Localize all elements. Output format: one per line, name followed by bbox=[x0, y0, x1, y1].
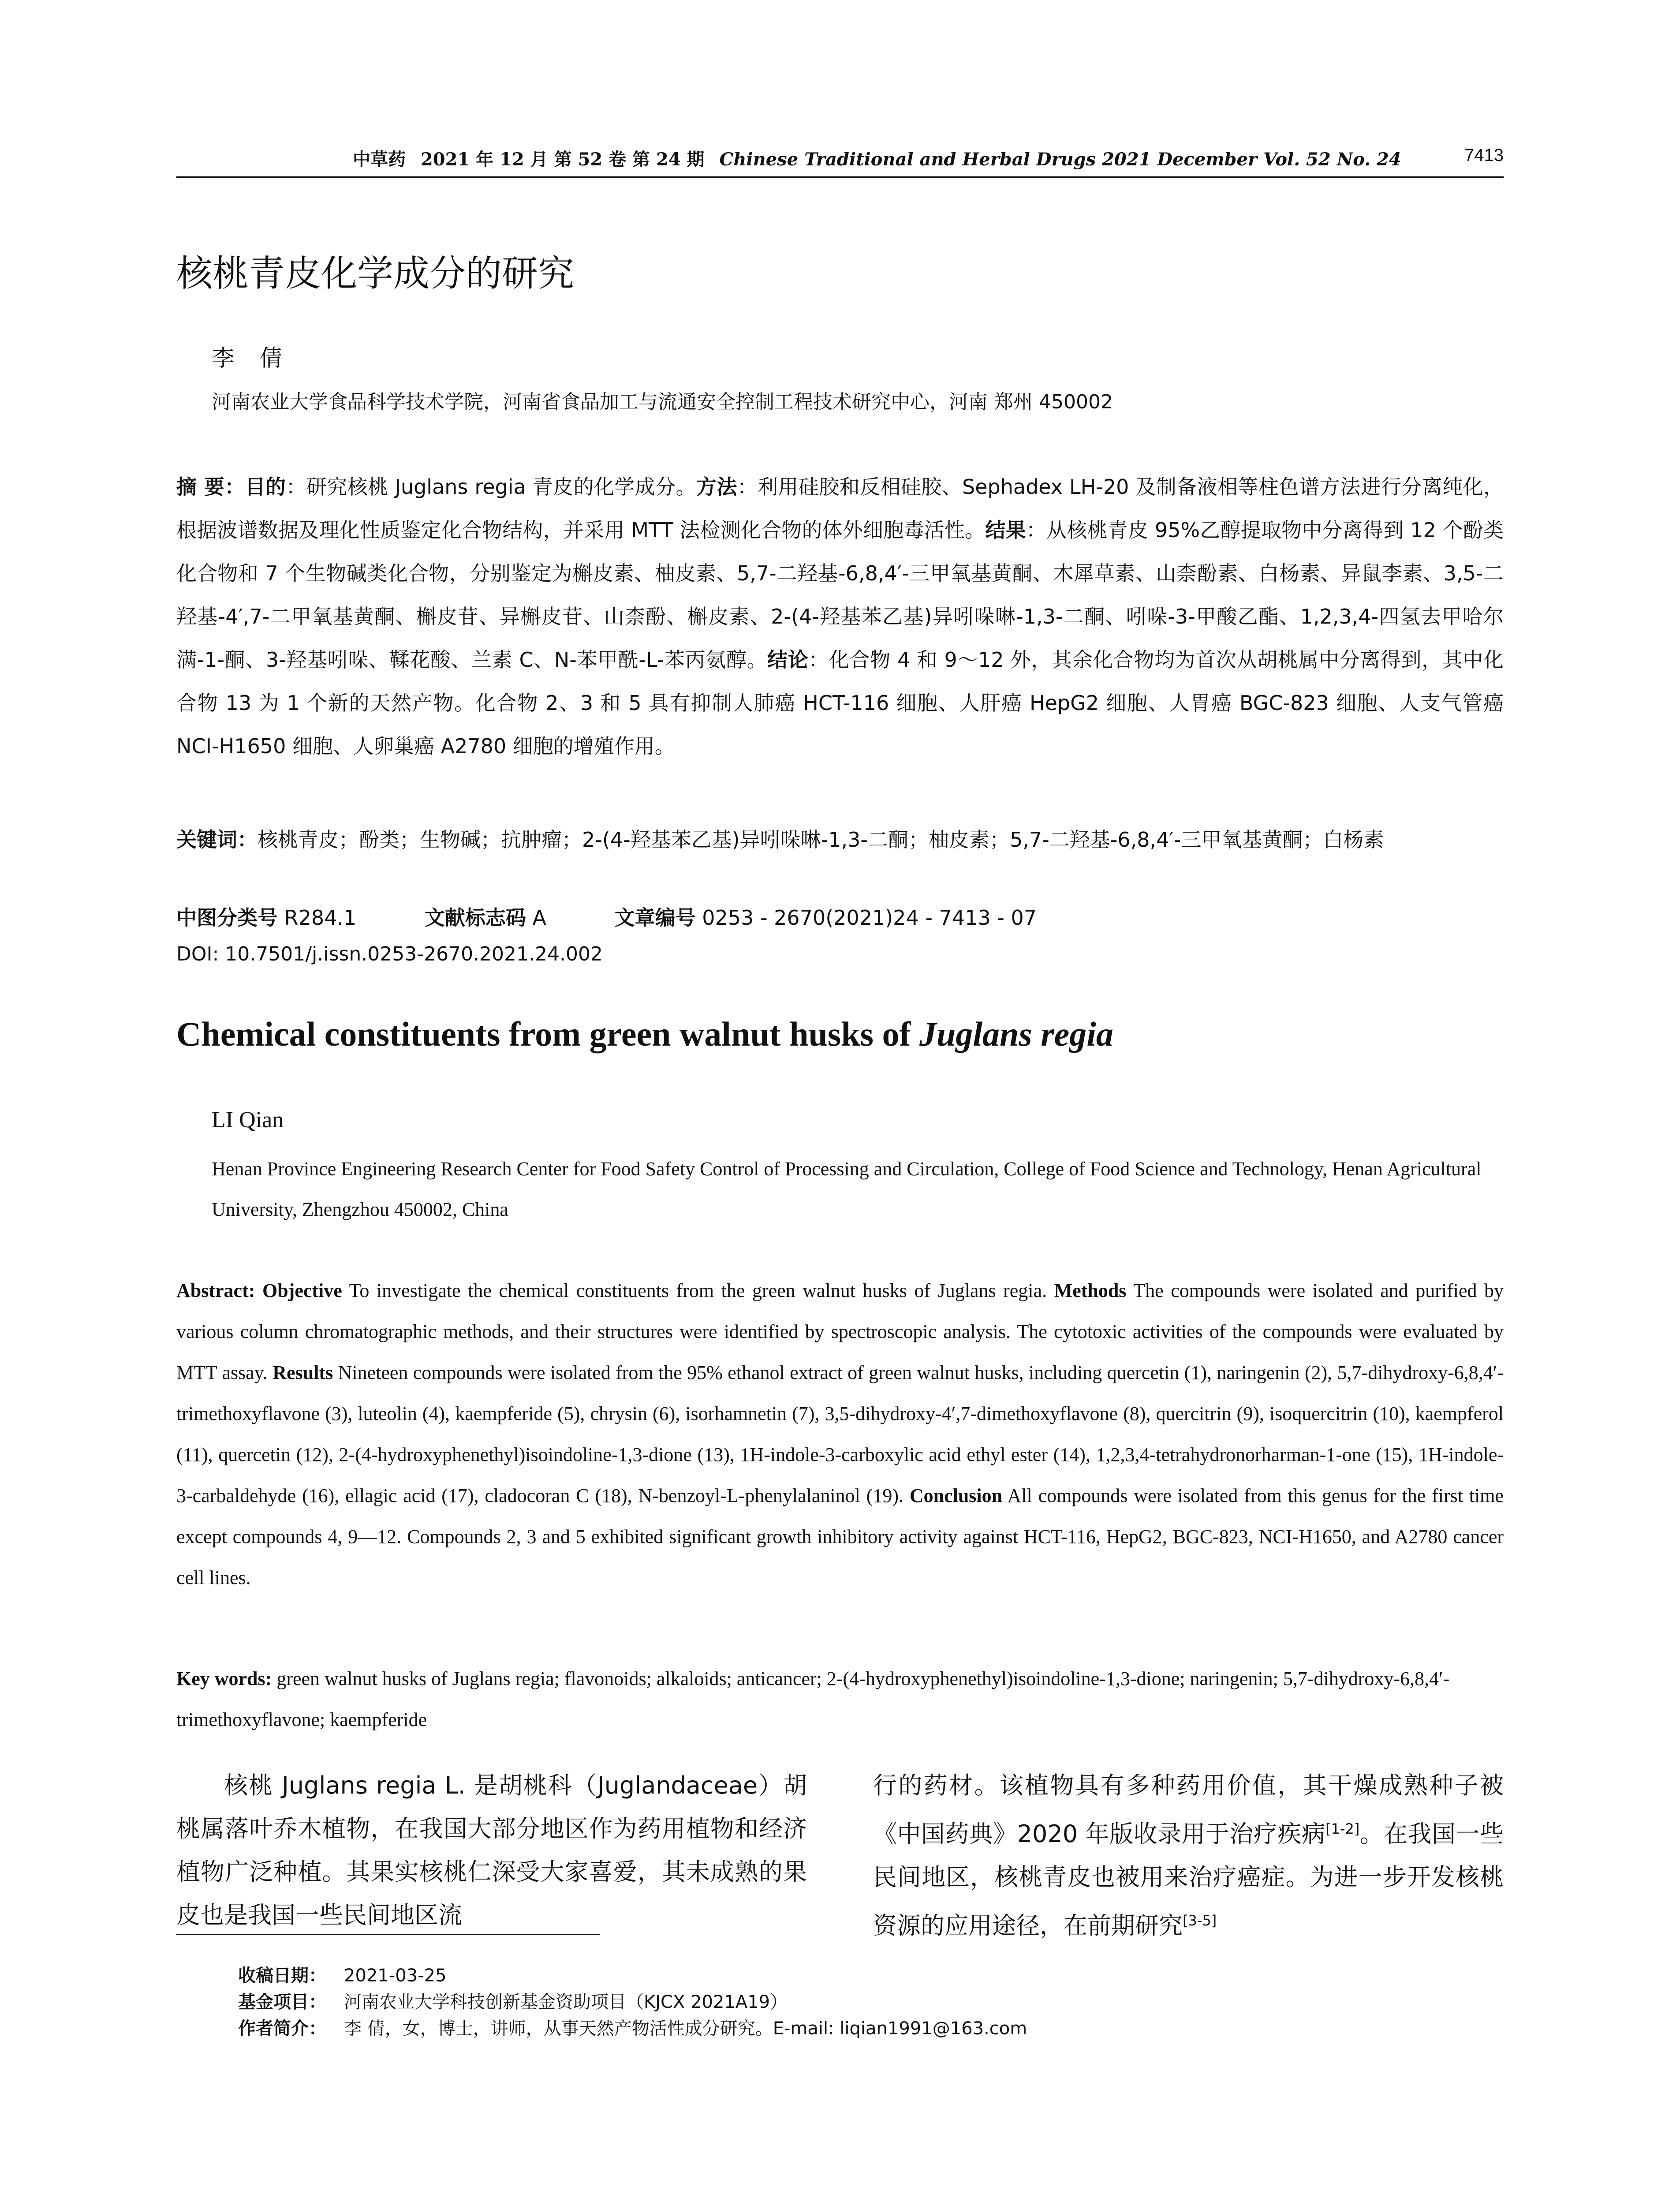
received-label: 收稿日期： bbox=[238, 1966, 326, 1986]
bio-text: 李 倩，女，博士，讲师，从事天然产物活性成分研究。E-mail: liqian1991@163.com bbox=[344, 2018, 1027, 2039]
journal-name-en: Chinese Traditional and Herbal Drugs 2021 December Vol. 52 No. 24 bbox=[719, 149, 1401, 170]
header-rule bbox=[176, 176, 1504, 178]
objective-text: 研究核桃 Juglans regia 青皮的化学成分。 bbox=[306, 475, 696, 499]
keywords-en-text: green walnut husks of Juglans regia; flavonoids; alkaloids; anticancer; 2-(4-hydroxyphenethyl)isoindoline-1,3-dione; naringenin; 5,7-dihydroxy-6,8,4′-trimethoxyflavone; kaempferide bbox=[176, 1668, 1450, 1730]
method-text: 利用硅胶和反相硅胶、Sephadex LH-20 及制备液相等柱色谱方法进行分离纯化，根据波谱数据及理化性质鉴定化合物结构，并采用 MTT 法检测化合物的体外细胞毒活性。 bbox=[176, 475, 1504, 542]
journal-name: 中草药 bbox=[353, 149, 406, 170]
body-right-column bbox=[873, 1764, 1504, 1947]
result-text: 从核桃青皮 95%乙醇提取物中分离得到 12 个酚类化合物和 7 个生物碱类化合物，分别鉴定为槲皮素、柚皮素、5,7-二羟基-6,8,4′-三甲氧基黄酮、木犀草素、山柰酚素、白杨素、异鼠李素、3,5-二羟基-4′,7-二甲氧基黄酮、槲皮苷、异槲皮苷、山柰酚、槲皮素、2-(4-羟基苯乙基)异吲哚啉-1,3-二酮、吲哚-3-甲酸乙酯、1,2,3,4-四氢去甲哈尔满-1-酮、3-羟基吲哚、鞣花酸、兰素 C、N-苯甲酰-L-苯丙氨醇。 bbox=[176, 518, 1504, 672]
body-right-text: 行的药材。该植物具有多种药用价值，其干燥成熟种子被《中国药典》2020 年版收录用于治疗疾病 bbox=[873, 1771, 1504, 1848]
keywords-en-label: Key words: bbox=[176, 1668, 272, 1689]
bio-label: 作者简介： bbox=[238, 2018, 326, 2039]
abstract-label: 摘 要： bbox=[176, 475, 245, 499]
abstract-en-label: Abstract: bbox=[176, 1280, 255, 1301]
abstract-cn: 摘 要：目的：研究核桃 Juglans regia 青皮的化学成分。方法：利用硅胶和反相硅胶、Sephadex LH-20 及制备液相等柱色谱方法进行分离纯化，根据波谱数据及理化性质鉴定化合物结构，并采用 MTT 法检测化合物的体外细胞毒活性。结果：从核桃青皮 95%乙醇提取物中分离得到 12 个酚类化合物和 7 个生物碱类化合物，分别鉴定为槲皮素、柚皮素、5,7-二羟基-6,8,4′-三甲氧基黄酮、木犀草素、山柰酚素、白杨素、异鼠李素、3,5-二羟基-4′,7-二甲氧基黄酮、槲皮苷、异槲皮苷、山柰酚、槲皮素、2-(4-羟基苯乙基)异吲哚啉-1,3-二酮、吲哚-3-甲酸乙酯、1,2,3,4-四氢去甲哈尔满-1-酮、3-羟基吲哚、鞣花酸、兰素 C、N-苯甲酰-L-苯丙氨醇。结论：化合物 4 和 9～12 外，其余化合物均为首次从胡桃属中分离得到，其中化合物 13 为 1 个新的天然产物。化合物 2、3 和 5 具有抑制人肺癌 HCT-116 细胞、人肝癌 HepG2 细胞、人胃癌 BGC-823 细胞、人支气管癌 NCI-H1650 细胞、人卵巢癌 A2780 细胞的增殖作用。 bbox=[176, 475, 1504, 758]
running-header bbox=[176, 146, 1504, 172]
fund-text: 河南农业大学科技创新基金资助项目（KJCX 2021A19） bbox=[344, 1992, 788, 2012]
footnote-rule bbox=[176, 1934, 600, 1935]
keywords-text: 核桃青皮；酚类；生物碱；抗肿瘤；2-(4-羟基苯乙基)异吲哚啉-1,3-二酮；柚皮素；5,7-二羟基-6,8,4′-三甲氧基黄酮；白杨素 bbox=[258, 828, 1384, 852]
title-en-species: Juglans regia bbox=[919, 1015, 1113, 1053]
method-label: 方法 bbox=[696, 475, 737, 499]
code-label: 文献标志码 bbox=[424, 906, 526, 930]
clc-value: R284.1 bbox=[284, 906, 357, 930]
page-number: 7413 bbox=[1464, 146, 1504, 165]
footnote bbox=[238, 1962, 1027, 2042]
title-en-prefix: Chemical constituents from green walnut husks of bbox=[176, 1015, 911, 1053]
result-label: 结果 bbox=[985, 518, 1026, 542]
citation-ref: [1-2] bbox=[1325, 1820, 1360, 1837]
doi: DOI: 10.7501/j.issn.0253-2670.2021.24.002 bbox=[176, 943, 603, 965]
header-citation bbox=[353, 146, 1401, 171]
citation-ref: [3-5] bbox=[1183, 1912, 1217, 1929]
keywords-en bbox=[176, 1658, 1504, 1740]
body-right-text-cont: 。在我国一些民间地区，核桃青皮也被用来治疗癌症。为进一步开发核桃资源的应用途径，在前期研究 bbox=[873, 1820, 1504, 1940]
article-title-en bbox=[176, 1014, 1113, 1054]
abstract-en bbox=[176, 1270, 1504, 1598]
objective-label: 目的 bbox=[245, 475, 286, 499]
author-name: 李 倩 bbox=[212, 345, 291, 372]
keywords-label: 关键词： bbox=[176, 828, 258, 852]
issue-info: 2021 年 12 月 第 52 卷 第 24 期 bbox=[420, 149, 705, 170]
article-number-label: 文章编号 bbox=[614, 906, 696, 930]
method-en-label: Methods bbox=[1054, 1280, 1127, 1301]
code-value: A bbox=[532, 906, 546, 930]
result-en-label: Results bbox=[273, 1362, 333, 1383]
fund-label: 基金项目： bbox=[238, 1992, 326, 2012]
classification-line bbox=[176, 902, 1098, 931]
article-number: 0253 - 2670(2021)24 - 7413 - 07 bbox=[702, 906, 1037, 930]
keywords-cn bbox=[176, 818, 1504, 861]
received-date: 2021-03-25 bbox=[344, 1966, 447, 1986]
result-en-text: Nineteen compounds were isolated from the 95% ethanol extract of green walnut husks, including quercetin (1), naringenin (2), 5,7-dihydroxy-6,8,4′-trimethoxyflavone (3), luteolin (4), kaempferide (5), chrysin (6), isorhamnetin (7), 3,5-dihydroxy-4′,7-dimethoxyflavone (8), quercitrin (9), isoquercitrin (10), kaempferol (11), quercetin (12), 2-(4-hydroxyphenethyl)isoindoline-1,3-dione (13), 1H-indole-3-carboxylic acid ethyl ester (14), 1,2,3,4-tetrahydronorharman-1-one (15), 1H-indole-3-carbaldehyde (16), ellagic acid (17), cladocoran C (18), N-benzoyl-L-phenylalaninol (19). bbox=[176, 1362, 1504, 1506]
author-affiliation-en: Henan Province Engineering Research Center for Food Safety Control of Processing and Circulation, College of Food Science and Technology, Henan Agricultural University, Zhengzhou 450002, China bbox=[212, 1158, 1482, 1220]
conclusion-en-label: Conclusion bbox=[909, 1485, 1003, 1506]
objective-en-text: To investigate the chemical constituents from the green walnut husks of Juglans regia. bbox=[349, 1280, 1047, 1301]
method-en-text: The compounds were isolated and purified by various column chromatographic methods, and their structures were identified by spectroscopic analysis. The cytotoxic activities of the compounds were evaluated by MTT assay. bbox=[176, 1280, 1504, 1383]
article-title: 核桃青皮化学成分的研究 bbox=[176, 253, 575, 295]
conclusion-label: 结论 bbox=[767, 648, 809, 672]
objective-en-label: Objective bbox=[262, 1280, 342, 1301]
conclusion-en-text: All compounds were isolated from this genus for the first time except compounds 4, 9—12. Compounds 2, 3 and 5 exhibited significant growth inhibitory activity against HCT-116, HepG2, BGC-823, NCI-H1650, and A2780 cancer cell lines. bbox=[176, 1485, 1504, 1588]
author-name-en: LI Qian bbox=[212, 1107, 284, 1132]
body-left-column: 核桃 Juglans regia L. 是胡桃科（Juglandaceae）胡桃属落叶乔木植物，在我国大部分地区作为药用植物和经济植物广泛种植。其果实核桃仁深受大家喜爱，其未成熟的果皮也是我国一些民间地区流 bbox=[176, 1771, 807, 1929]
clc-label: 中图分类号 bbox=[176, 906, 278, 930]
conclusion-text: 化合物 4 和 9～12 外，其余化合物均为首次从胡桃属中分离得到，其中化合物 13 为 1 个新的天然产物。化合物 2、3 和 5 具有抑制人肺癌 HCT-116 细胞、人肝癌 HepG2 细胞、人胃癌 BGC-823 细胞、人支气管癌 NCI-H1650 细胞、人卵巢癌 A2780 细胞的增殖作用。 bbox=[176, 648, 1504, 758]
author-affiliation: 河南农业大学食品科学技术学院，河南省食品加工与流通安全控制工程技术研究中心，河南 郑州 450002 bbox=[212, 391, 1113, 413]
